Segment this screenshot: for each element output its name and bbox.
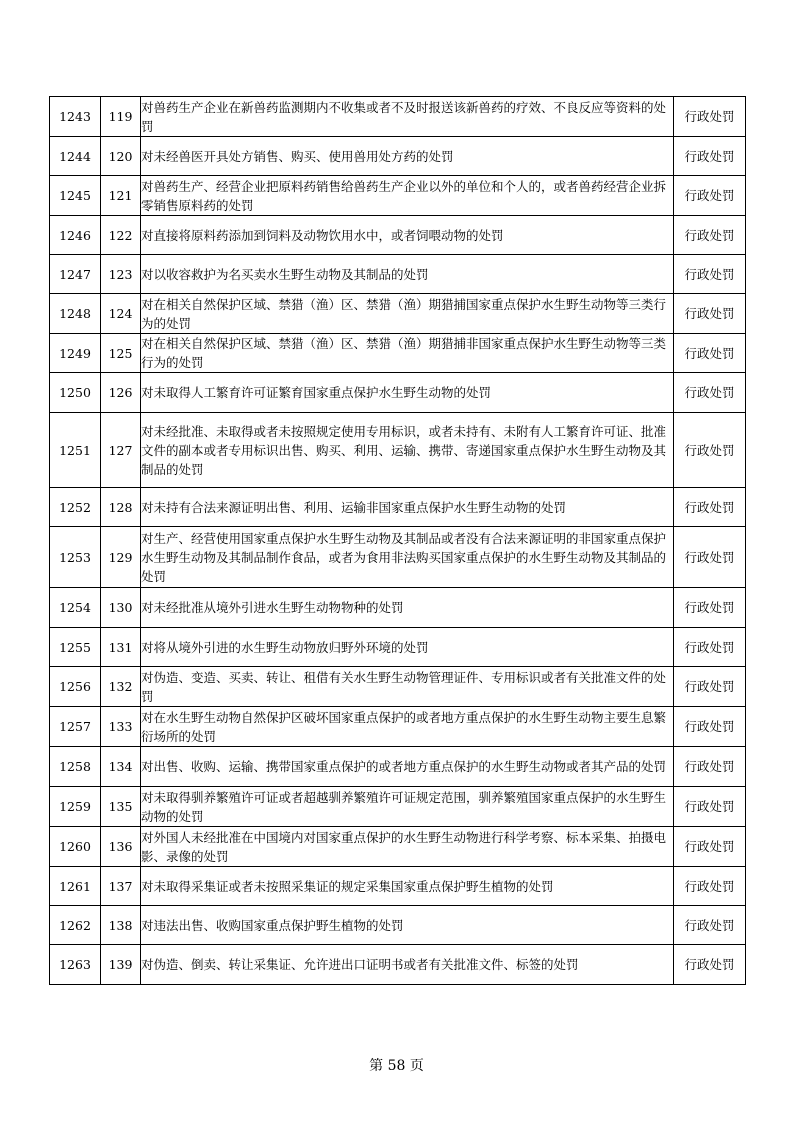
table-row <box>50 413 746 488</box>
row-category: 行政处罚 <box>674 707 746 747</box>
row-global-number: 1263 <box>50 945 101 985</box>
table-row <box>50 488 746 527</box>
row-category: 行政处罚 <box>674 334 746 373</box>
row-global-number: 1245 <box>50 176 101 216</box>
row-item-name: 对生产、经营使用国家重点保护水生野生动物及其制品或者没有合法来源证明的非国家重点保护水生野生动物及其制品制作食品，或者为食用非法购买国家重点保护的水生野生动物及其制品的处罚 <box>141 527 674 588</box>
row-category: 行政处罚 <box>674 216 746 255</box>
row-local-number: 120 <box>101 137 141 176</box>
table-row <box>50 945 746 985</box>
row-local-number: 121 <box>101 176 141 216</box>
row-local-number: 136 <box>101 827 141 867</box>
row-global-number: 1257 <box>50 707 101 747</box>
row-category: 行政处罚 <box>674 867 746 906</box>
row-local-number: 134 <box>101 747 141 787</box>
row-category: 行政处罚 <box>674 787 746 827</box>
row-category: 行政处罚 <box>674 588 746 628</box>
row-item-name: 对伪造、变造、买卖、转让、租借有关水生野生动物管理证件、专用标识或者有关批准文件的处罚 <box>141 667 674 707</box>
row-global-number: 1252 <box>50 488 101 527</box>
table-row <box>50 373 746 413</box>
row-item-name: 对违法出售、收购国家重点保护野生植物的处罚 <box>141 906 674 945</box>
table-row <box>50 334 746 373</box>
row-global-number: 1262 <box>50 906 101 945</box>
row-global-number: 1246 <box>50 216 101 255</box>
row-local-number: 138 <box>101 906 141 945</box>
row-item-name: 对以收容救护为名买卖水生野生动物及其制品的处罚 <box>141 255 674 294</box>
row-item-name: 对直接将原料药添加到饲料及动物饮用水中，或者饲喂动物的处罚 <box>141 216 674 255</box>
row-local-number: 122 <box>101 216 141 255</box>
row-global-number: 1248 <box>50 294 101 334</box>
table-row <box>50 588 746 628</box>
table-row <box>50 294 746 334</box>
row-item-name: 对兽药生产、经营企业把原料药销售给兽药生产企业以外的单位和个人的，或者兽药经营企业拆零销售原料药的处罚 <box>141 176 674 216</box>
row-local-number: 125 <box>101 334 141 373</box>
row-item-name: 对未取得采集证或者未按照采集证的规定采集国家重点保护野生植物的处罚 <box>141 867 674 906</box>
row-global-number: 1260 <box>50 827 101 867</box>
row-category: 行政处罚 <box>674 945 746 985</box>
row-local-number: 127 <box>101 413 141 488</box>
table-row <box>50 906 746 945</box>
row-category: 行政处罚 <box>674 97 746 137</box>
row-item-name: 对在相关自然保护区域、禁猎（渔）区、禁猎（渔）期猎捕非国家重点保护水生野生动物等三类行为的处罚 <box>141 334 674 373</box>
table-row <box>50 667 746 707</box>
table-row <box>50 527 746 588</box>
table-row <box>50 97 746 137</box>
row-local-number: 133 <box>101 707 141 747</box>
row-item-name: 对未经批准、未取得或者未按照规定使用专用标识，或者未持有、未附有人工繁育许可证、批准文件的副本或者专用标识出售、购买、利用、运输、携带、寄递国家重点保护水生野生动物及其制品的处罚 <box>141 413 674 488</box>
row-item-name: 对伪造、倒卖、转让采集证、允许进出口证明书或者有关批准文件、标签的处罚 <box>141 945 674 985</box>
row-global-number: 1250 <box>50 373 101 413</box>
row-category: 行政处罚 <box>674 176 746 216</box>
row-local-number: 131 <box>101 628 141 667</box>
row-global-number: 1261 <box>50 867 101 906</box>
row-category: 行政处罚 <box>674 906 746 945</box>
records-table <box>49 96 746 985</box>
row-item-name: 对未取得驯养繁殖许可证或者超越驯养繁殖许可证规定范围，驯养繁殖国家重点保护的水生野生动物的处罚 <box>141 787 674 827</box>
table-row <box>50 747 746 787</box>
row-global-number: 1243 <box>50 97 101 137</box>
table-row <box>50 787 746 827</box>
row-category: 行政处罚 <box>674 667 746 707</box>
table-row <box>50 827 746 867</box>
row-category: 行政处罚 <box>674 255 746 294</box>
row-item-name: 对未取得人工繁育许可证繁育国家重点保护水生野生动物的处罚 <box>141 373 674 413</box>
row-local-number: 139 <box>101 945 141 985</box>
row-category: 行政处罚 <box>674 137 746 176</box>
row-global-number: 1251 <box>50 413 101 488</box>
row-global-number: 1244 <box>50 137 101 176</box>
row-local-number: 135 <box>101 787 141 827</box>
records-table-body <box>50 97 746 985</box>
row-global-number: 1258 <box>50 747 101 787</box>
row-category: 行政处罚 <box>674 373 746 413</box>
row-category: 行政处罚 <box>674 747 746 787</box>
table-row <box>50 707 746 747</box>
row-item-name: 对在相关自然保护区域、禁猎（渔）区、禁猎（渔）期猎捕国家重点保护水生野生动物等三类行为的处罚 <box>141 294 674 334</box>
table-row <box>50 137 746 176</box>
row-local-number: 137 <box>101 867 141 906</box>
table-row <box>50 255 746 294</box>
row-item-name: 对在水生野生动物自然保护区破坏国家重点保护的或者地方重点保护的水生野生动物主要生息繁衍场所的处罚 <box>141 707 674 747</box>
row-local-number: 124 <box>101 294 141 334</box>
row-local-number: 123 <box>101 255 141 294</box>
row-local-number: 130 <box>101 588 141 628</box>
row-local-number: 128 <box>101 488 141 527</box>
row-category: 行政处罚 <box>674 488 746 527</box>
row-local-number: 119 <box>101 97 141 137</box>
row-item-name: 对未持有合法来源证明出售、利用、运输非国家重点保护水生野生动物的处罚 <box>141 488 674 527</box>
page-number: 第 58 页 <box>369 1058 424 1074</box>
row-global-number: 1249 <box>50 334 101 373</box>
row-local-number: 132 <box>101 667 141 707</box>
table-row <box>50 176 746 216</box>
table-row <box>50 216 746 255</box>
row-local-number: 129 <box>101 527 141 588</box>
row-global-number: 1256 <box>50 667 101 707</box>
table-row <box>50 628 746 667</box>
row-item-name: 对将从境外引进的水生野生动物放归野外环境的处罚 <box>141 628 674 667</box>
row-global-number: 1247 <box>50 255 101 294</box>
row-category: 行政处罚 <box>674 527 746 588</box>
row-global-number: 1259 <box>50 787 101 827</box>
table-row <box>50 867 746 906</box>
row-global-number: 1255 <box>50 628 101 667</box>
row-category: 行政处罚 <box>674 413 746 488</box>
row-item-name: 对出售、收购、运输、携带国家重点保护的或者地方重点保护的水生野生动物或者其产品的处罚 <box>141 747 674 787</box>
row-item-name: 对兽药生产企业在新兽药监测期内不收集或者不及时报送该新兽药的疗效、不良反应等资料的处罚 <box>141 97 674 137</box>
row-global-number: 1254 <box>50 588 101 628</box>
row-item-name: 对外国人未经批准在中国境内对国家重点保护的水生野生动物进行科学考察、标本采集、拍摄电影、录像的处罚 <box>141 827 674 867</box>
row-category: 行政处罚 <box>674 827 746 867</box>
row-item-name: 对未经兽医开具处方销售、购买、使用兽用处方药的处罚 <box>141 137 674 176</box>
row-global-number: 1253 <box>50 527 101 588</box>
row-category: 行政处罚 <box>674 628 746 667</box>
row-item-name: 对未经批准从境外引进水生野生动物物种的处罚 <box>141 588 674 628</box>
row-category: 行政处罚 <box>674 294 746 334</box>
row-local-number: 126 <box>101 373 141 413</box>
